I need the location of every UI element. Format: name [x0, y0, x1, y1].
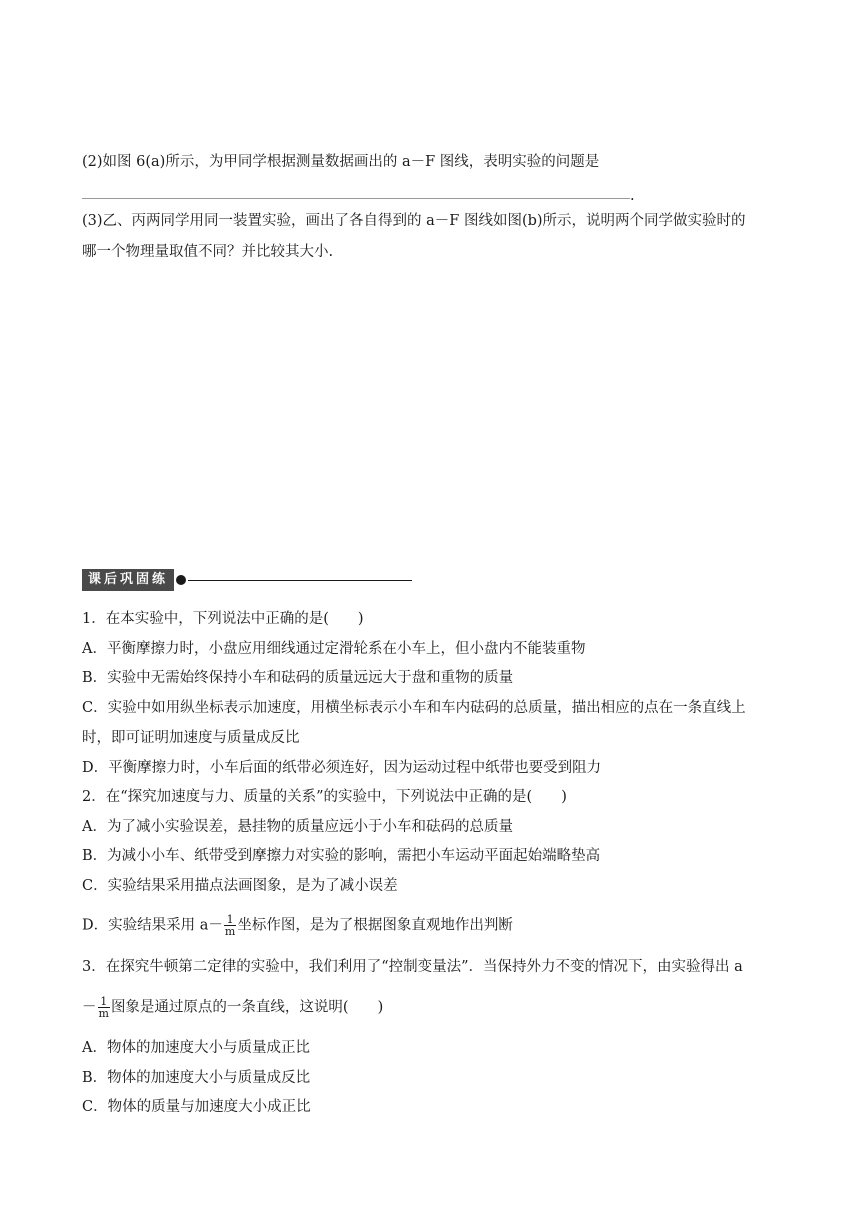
fraction-one-over-m — [98, 996, 110, 1019]
q1-option-b: B．实验中无需始终保持小车和砝码的质量远远大于盘和重物的质量 — [82, 670, 514, 686]
q2-option-d-suffix: 坐标作图，是为了根据图象直观地作出判断 — [237, 917, 513, 934]
q1-option-c-line1: C．实验中如用纵坐标表示加速度，用横坐标表示小车和车内砝码的总质量，描出相应的点在一条直线上 — [82, 700, 746, 716]
fraction-numerator: 1 — [224, 914, 236, 926]
bullet-icon — [176, 575, 186, 585]
q2-option-d-prefix: D．实验结果采用 a－ — [82, 917, 223, 934]
part2-line1: (2)如图 6(a)所示，为甲同学根据测量数据画出的 a－F 图线，表明实验的问题是 — [82, 154, 600, 170]
answer-blank-line — [82, 198, 630, 199]
fraction-denominator: m — [224, 925, 236, 938]
q2-option-a: A．为了减小实验误差，悬挂物的质量应远小于小车和砝码的总质量 — [82, 819, 513, 835]
q3-stem-line2 — [82, 996, 383, 1019]
q3-stem-prefix: － — [82, 999, 97, 1016]
section-title: 课后巩固练 — [82, 569, 174, 591]
q3-option-b: B．物体的加速度大小与质量成反比 — [82, 1070, 311, 1086]
q3-stem-suffix: 图象是通过原点的一条直线，这说明( ) — [110, 999, 384, 1016]
q1-option-d: D．平衡摩擦力时，小车后面的纸带必须连好，因为运动过程中纸带也要受到阻力 — [82, 760, 602, 776]
q2-stem: 2．在“探究加速度与力、质量的关系”的实验中，下列说法中正确的是( ) — [82, 789, 567, 805]
part3-line1: (3)乙、丙两同学用同一装置实验，画出了各自得到的 a－F 图线如图(b)所示，说明两个同学做实验时的 — [82, 213, 746, 229]
q2-option-c: C．实验结果采用描点法画图象，是为了减小误差 — [82, 878, 398, 894]
q1-stem: 1．在本实验中，下列说法中正确的是( ) — [82, 611, 364, 627]
q3-option-a: A．物体的加速度大小与质量成正比 — [82, 1040, 310, 1056]
q2-option-d — [82, 914, 513, 937]
q3-stem-line1: 3．在探究牛顿第二定律的实验中，我们利用了“控制变量法”．当保持外力不变的情况下，由实验得出 a — [82, 959, 743, 975]
fraction-numerator: 1 — [98, 996, 110, 1008]
q2-option-b: B．为减小小车、纸带受到摩擦力对实验的影响，需把小车运动平面起始端略垫高 — [82, 848, 601, 864]
fraction-one-over-m — [224, 914, 236, 937]
q1-option-c-line2: 时，即可证明加速度与质量成反比 — [82, 730, 300, 746]
q1-option-a: A．平衡摩擦力时，小盘应用细线通过定滑轮系在小车上，但小盘内不能装重物 — [82, 641, 586, 657]
section-rule — [188, 580, 412, 581]
fraction-denominator: m — [98, 1007, 109, 1020]
answer-end-mark: . — [630, 188, 635, 204]
q3-option-c: C．物体的质量与加速度大小成正比 — [82, 1099, 311, 1115]
part3-line2: 哪一个物理量取值不同？并比较其大小. — [82, 244, 334, 260]
section-header — [82, 569, 412, 591]
